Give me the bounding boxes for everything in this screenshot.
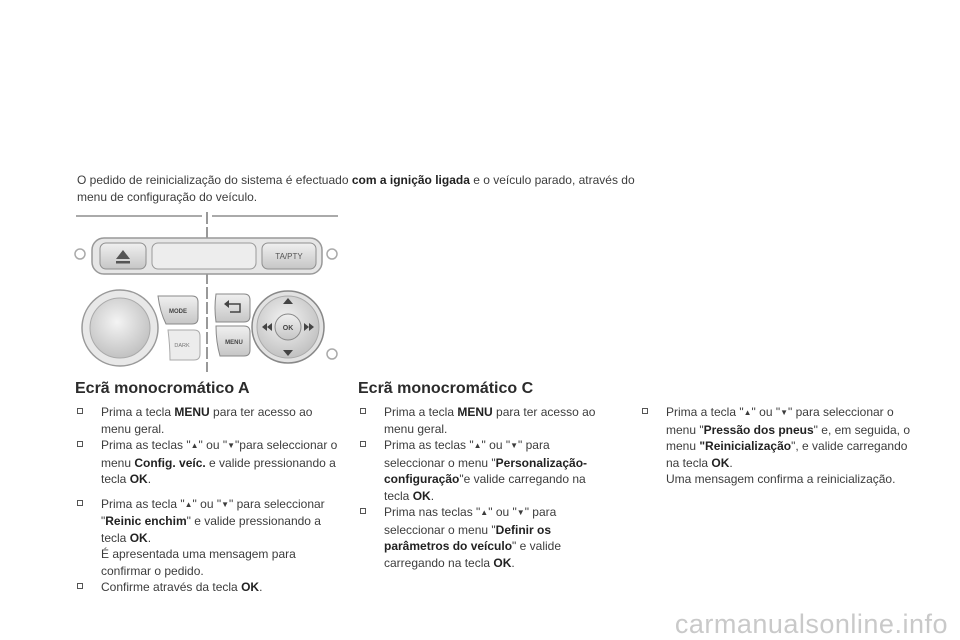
list-item: Prima as teclas "▲" ou "▼" para seleccionar o menu "Personalização-configuração"e valide carregando na tecla OK. [360,437,608,504]
arrow-down-icon: ▼ [221,499,230,509]
panel-screw-icon [75,249,85,259]
checkbox-bullet-icon [642,408,648,414]
checkbox-bullet-icon [360,508,366,514]
checkbox-bullet-icon [360,441,366,447]
arrow-up-icon: ▲ [190,441,199,450]
arrow-up-icon: ▲ [480,508,489,517]
section-c-continued-list [642,404,914,488]
section-c-title: Ecrã monocromático C [358,380,534,397]
dark-label: DARK [174,343,190,349]
list-item: Prima a tecla "▲" ou "▼" para seleccionar o menu "Pressão dos pneus" e, em seguida, o menu "Reinicialização", e valide carregando na tecla OK. Uma mensagem confirma a reinicialização. [642,404,914,488]
list-item: Prima as teclas "▲" ou "▼"para seleccionar o menu Config. veíc. e valide pressionando a tecla OK. [77,437,339,488]
intro-paragraph [77,172,637,206]
checkbox-bullet-icon [77,500,83,506]
mode-label: MODE [169,309,187,315]
control-panel-figure [74,212,340,372]
list-item: Prima a tecla MENU para ter acesso ao menu geral. [77,404,339,437]
arrow-up-icon: ▲ [743,408,752,417]
panel-screw-icon [327,249,337,259]
panel-screw-icon [327,349,337,359]
section-c-list [360,404,608,571]
intro-text-end: e o veículo parado, através do menu de configuração do veículo. [77,173,635,204]
checkbox-bullet-icon [77,583,83,589]
control-panel-drawing [74,212,340,372]
checkbox-bullet-icon [77,408,83,414]
section-a-title: Ecrã monocromático A [75,380,250,397]
intro-text: O pedido de reinicialização do sistema é efectuado [77,173,352,187]
list-item: Prima a tecla MENU para ter acesso ao menu geral. [360,404,608,437]
checkbox-bullet-icon [77,441,83,447]
arrow-down-icon: ▼ [516,508,525,517]
arrow-down-icon: ▼ [227,441,236,450]
back-button [215,294,250,322]
arrow-up-icon: ▲ [473,441,482,450]
checkbox-bullet-icon [360,408,366,414]
section-a-list [77,404,339,596]
ok-label: OK [282,325,294,332]
arrow-down-icon: ▼ [510,441,519,450]
menu-label: MENU [225,340,243,346]
list-item: Prima nas teclas "▲" ou "▼" para seleccionar o menu "Definir os parâmetros do veículo" e valide carregando na tecla OK. [360,504,608,571]
arrow-down-icon: ▼ [780,408,789,417]
list-item: Confirme através da tecla OK. [77,579,339,596]
ta-pty-label: TA/PTY [275,252,303,261]
list-item: Prima as tecla "▲" ou "▼" para seleccionar "Reinic enchim" e valide pressionando a tecla OK. É apresentada uma mensagem para confirmar o pedido. [77,496,339,580]
watermark: carmanualsonline.info [674,609,948,639]
arrow-up-icon: ▲ [184,499,193,509]
intro-bold: com a ignição ligada [351,173,470,187]
